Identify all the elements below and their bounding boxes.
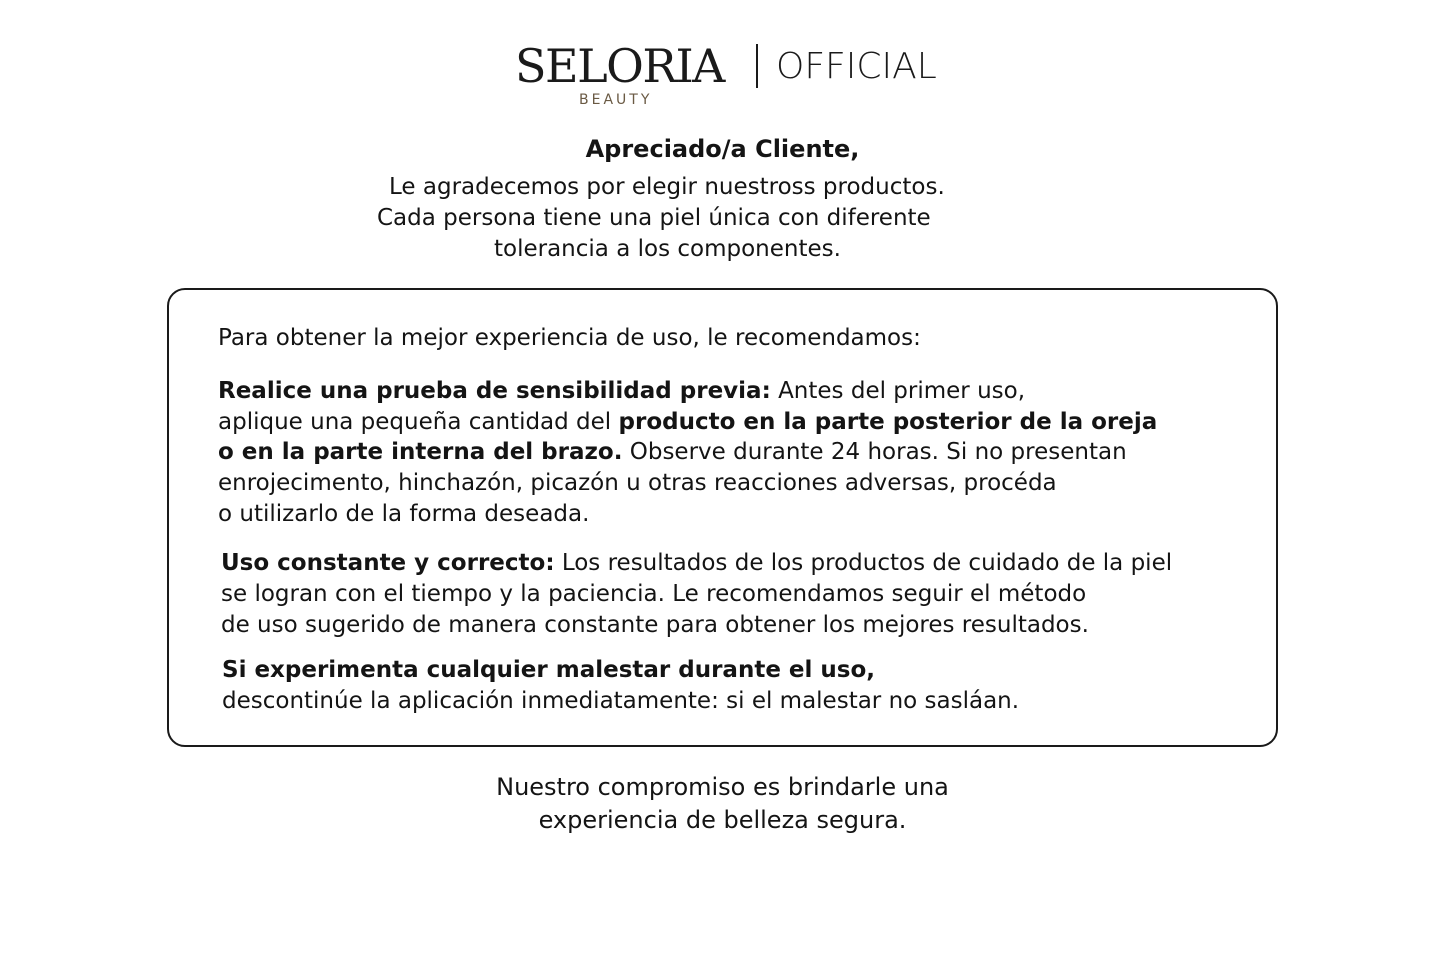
closing-line: Nuestro compromiso es brindarle una [496, 773, 949, 801]
usage-text: Los resultados de los productos de cuidado de la piel [554, 550, 1173, 576]
sensitivity-test-text: Observe durante 24 horas. Si no presentan [622, 439, 1127, 465]
sensitivity-test-emphasis: producto en la parte posterior de la oreja [618, 409, 1158, 435]
sensitivity-test-emphasis: o en la parte interna del brazo. [218, 439, 623, 465]
sensitivity-test-line [218, 407, 1157, 437]
sensitivity-test-line [218, 376, 1025, 406]
intro-line: Le agradecemos por elegir nuestross productos. [389, 174, 945, 200]
recommendations-lead: Para obtener la mejor experiencia de uso, le recomendamos: [218, 325, 921, 351]
greeting: Apreciado/a Cliente, [585, 135, 860, 163]
intro-line: tolerancia a los componentes. [494, 236, 841, 262]
sensitivity-test-title: Realice una prueba de sensibilidad previa: [218, 378, 771, 404]
discomfort-title-text: Si experimenta cualquier malestar durante el uso, [222, 657, 876, 683]
brand-name: SELORIA [515, 39, 724, 93]
sensitivity-test-text: Antes del primer uso, [770, 378, 1026, 404]
sensitivity-test-line: o utilizarlo de la forma deseada. [218, 501, 590, 527]
usage-line [221, 548, 1172, 578]
brand-header [0, 38, 1445, 114]
usage-line: de uso sugerido de manera constante para obtener los mejores resultados. [221, 612, 1089, 638]
logo-divider [756, 44, 758, 88]
discomfort-title [222, 655, 875, 685]
brand-subtitle: BEAUTY [579, 92, 653, 108]
usage-title: Uso constante y correcto: [221, 550, 555, 576]
sensitivity-test-line [218, 437, 1127, 467]
intro-line: Cada persona tiene una piel única con diferente [377, 205, 931, 231]
sensitivity-test-text: aplique una pequeña cantidad del [218, 409, 619, 435]
sensitivity-test-line: enrojecimento, hinchazón, picazón u otras reacciones adversas, procéda [218, 470, 1057, 496]
official-label: OFFICIAL [776, 46, 937, 87]
closing-line: experiencia de belleza segura. [538, 806, 907, 834]
discomfort-line: descontinúe la aplicación inmediatamente: si el malestar no sasláan. [222, 688, 1020, 714]
recommendations-box [167, 288, 1278, 747]
usage-line: se logran con el tiempo y la paciencia. Le recomendamos seguir el método [221, 581, 1087, 607]
brand-logo [515, 38, 743, 110]
